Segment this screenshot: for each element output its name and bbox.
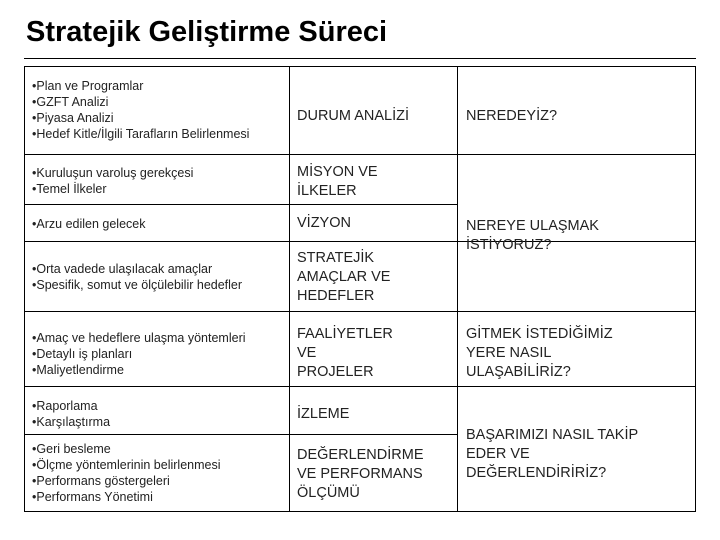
question-label: BAŞARIMIZI NASIL TAKİP EDER VE DEĞERLENDİRİRİZ?: [466, 426, 639, 481]
row-details-2: [32, 206, 290, 242]
column-divider: [457, 66, 458, 512]
question-label: NEREDEYİZ?: [466, 107, 558, 124]
list-item: • Orta vadede ulaşılacak amaçlar: [32, 261, 290, 277]
list-item: • Karşılaştırma: [32, 414, 290, 430]
row-details-4: [32, 324, 290, 384]
question-nereye-ulasmak: [466, 212, 692, 260]
row-details-0: [32, 66, 290, 154]
list-item: • Ölçme yöntemlerinin belirlenmesi: [32, 457, 290, 473]
stage-label: DEĞERLENDİRME VE PERFORMANS ÖLÇÜMÜ: [297, 446, 424, 501]
stage-label: VİZYON: [297, 214, 351, 231]
title-divider: [24, 58, 696, 59]
stage-label: DURUM ANALİZİ: [297, 107, 409, 124]
list-item: • Kuruluşun varoluş gerekçesi: [32, 165, 290, 181]
stage-durum-analizi: [297, 66, 445, 166]
stage-izleme: [297, 398, 445, 430]
row-details-3: [32, 252, 290, 302]
question-neredeyiz: [466, 66, 692, 166]
stage-faaliyetler: [297, 321, 445, 385]
list-item: • Maliyetlendirme: [32, 362, 290, 378]
stage-vizyon: [297, 207, 445, 239]
list-item: • Plan ve Programlar: [32, 78, 290, 94]
list-item: • Raporlama: [32, 398, 290, 414]
process-table: [24, 66, 696, 512]
question-nasil-takip: [466, 422, 692, 486]
list-item: • Amaç ve hedeflere ulaşma yöntemleri: [32, 330, 290, 346]
stage-label: MİSYON VE İLKELER: [297, 164, 378, 199]
list-item: • Performans Yönetimi: [32, 489, 290, 505]
stage-stratejik-amaclar: [297, 244, 445, 310]
question-label: NEREYE ULAŞMAK İSTİYORUZ?: [466, 218, 599, 253]
stage-misyon: [297, 159, 445, 205]
row-divider: [457, 311, 696, 312]
row-divider: [24, 434, 458, 435]
stage-degerlendirme: [297, 442, 445, 506]
list-item: • GZFT Analizi: [32, 94, 290, 110]
list-item: • Performans göstergeleri: [32, 473, 290, 489]
list-item: • Hedef Kitle/İlgili Tarafların Belirlenmesi: [32, 126, 290, 142]
row-details-5: [32, 394, 290, 434]
row-details-6: [32, 436, 290, 510]
question-nasil-ulasabiliriz: [466, 321, 692, 385]
row-divider: [24, 311, 458, 312]
row-divider: [24, 386, 696, 387]
page-title: Stratejik Geliştirme Süreci: [26, 16, 388, 48]
stage-label: FAALİYETLER VE PROJELER: [297, 325, 393, 380]
row-details-1: [32, 156, 290, 206]
list-item: • Detaylı iş planları: [32, 346, 290, 362]
stage-label: STRATEJİK AMAÇLAR VE HEDEFLER: [297, 249, 391, 304]
list-item: • Piyasa Analizi: [32, 110, 290, 126]
list-item: • Spesifik, somut ve ölçülebilir hedefler: [32, 277, 290, 293]
question-label: GİTMEK İSTEDİĞİMİZ YERE NASIL ULAŞABİLİRİZ?: [466, 325, 613, 380]
stage-label: İZLEME: [297, 405, 350, 422]
list-item: • Temel İlkeler: [32, 181, 290, 197]
list-item: • Arzu edilen gelecek: [32, 216, 290, 232]
list-item: • Geri besleme: [32, 441, 290, 457]
